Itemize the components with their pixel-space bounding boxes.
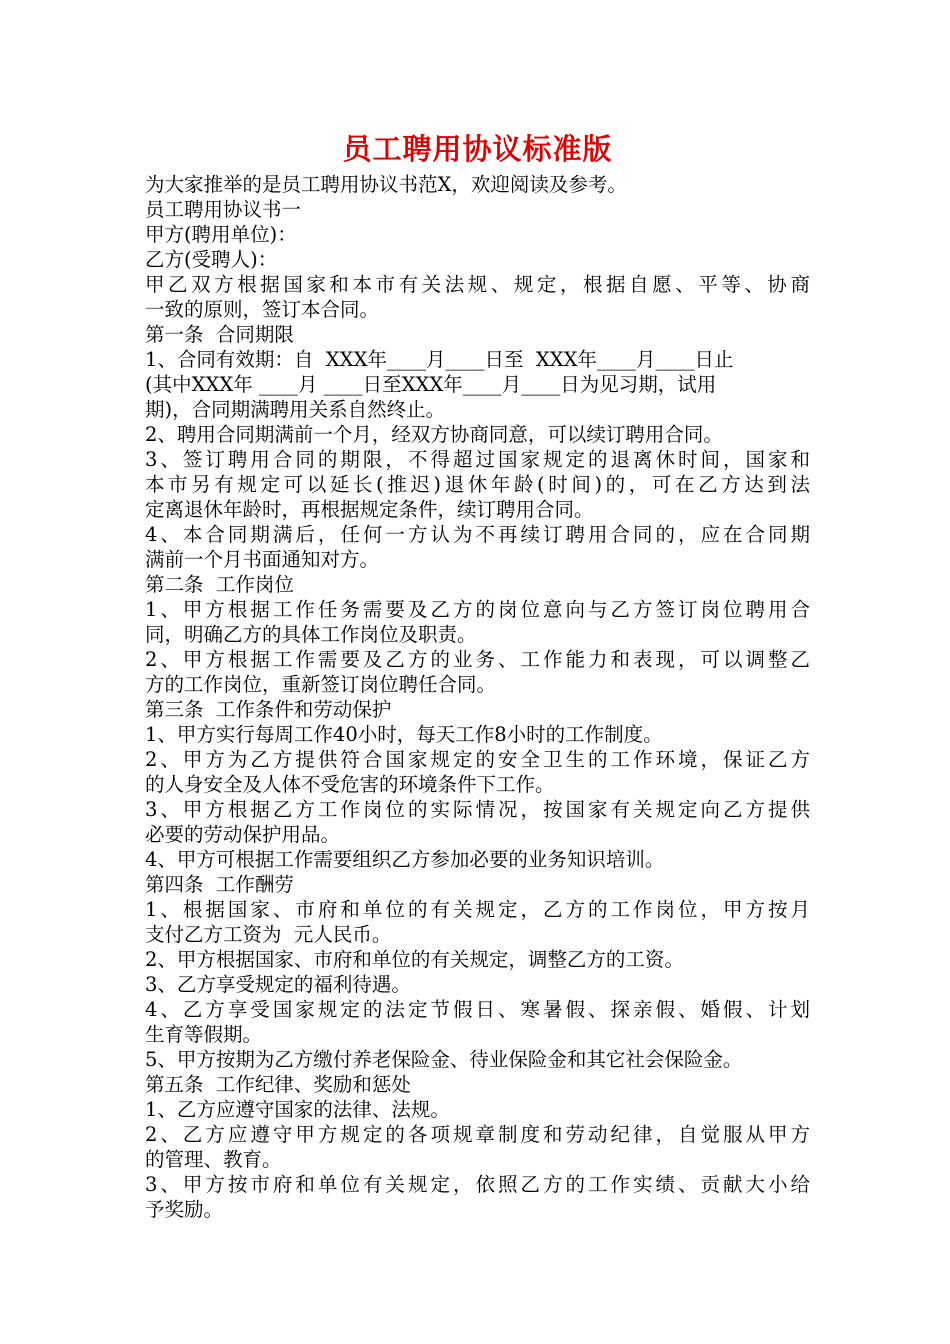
document-line: (其中XXX年 ____月 ____日至XXX年____月____日为见习期，试用	[145, 373, 717, 396]
document-line: 的人身安全及人体不受危害的环境条件下工作。	[145, 773, 555, 796]
document-line: 2、甲方根据国家、市府和单位的有关规定，调整乙方的工资。	[145, 948, 684, 971]
document-line: 第二条 工作岗位	[145, 573, 294, 596]
document-line: 第三条 工作条件和劳动保护	[145, 698, 392, 721]
document-line: 的管理、教育。	[145, 1148, 282, 1171]
document-line: 2、甲方根据工作需要及乙方的业务、工作能力和表现，可以调整乙	[145, 648, 810, 671]
document-line: 3、甲方根据乙方工作岗位的实际情况，按国家有关规定向乙方提供	[145, 798, 810, 821]
document-line: 生育等假期。	[145, 1023, 263, 1046]
document-line: 4、甲方可根据工作需要组织乙方参加必要的业务知识培训。	[145, 848, 665, 871]
document-line: 1、合同有效期：自 XXX年____月____日至 XXX年____月____日止	[145, 348, 734, 371]
document-title: 员工聘用协议标准版	[342, 132, 613, 166]
document-line: 乙方(受聘人)：	[145, 248, 278, 271]
document-line: 1、根据国家、市府和单位的有关规定，乙方的工作岗位，甲方按月	[145, 898, 810, 921]
document-line: 甲方(聘用单位)：	[145, 223, 297, 246]
document-line: 甲乙双方根据国家和本市有关法规、规定，根据自愿、平等、协商	[145, 273, 810, 296]
document-line: 员工聘用协议书一	[145, 198, 302, 221]
document-line: 3、乙方享受规定的福利待遇。	[145, 973, 411, 996]
document-line: 本市另有规定可以延长(推迟)退休年龄(时间)的，可在乙方达到法	[145, 473, 810, 496]
document-line: 定离退休年龄时，再根据规定条件，续订聘用合同。	[145, 498, 594, 521]
document-page	[145, 128, 810, 1222]
document-line: 为大家推举的是员工聘用协议书范X，欢迎阅读及参考。	[145, 173, 627, 196]
document-line: 期)，合同期满聘用关系自然终止。	[145, 398, 446, 421]
document-line: 方的工作岗位，重新签订岗位聘任合同。	[145, 673, 497, 696]
document-line: 5、甲方按期为乙方缴付养老保险金、待业保险金和其它社会保险金。	[145, 1048, 743, 1071]
document-line: 第四条 工作酬劳	[145, 873, 294, 896]
document-line: 1、乙方应遵守国家的法律、法规。	[145, 1098, 450, 1121]
document-line: 1、甲方根据工作任务需要及乙方的岗位意向与乙方签订岗位聘用合	[145, 598, 810, 621]
document-line: 一致的原则，签订本合同。	[145, 298, 380, 321]
document-line: 2、乙方应遵守甲方规定的各项规章制度和劳动纪律，自觉服从甲方	[145, 1123, 810, 1146]
document-body	[145, 172, 810, 1222]
document-line: 4、乙方享受国家规定的法定节假日、寒暑假、探亲假、婚假、计划	[145, 998, 810, 1021]
document-line: 支付乙方工资为 元人民币。	[145, 923, 392, 946]
document-line: 3、签订聘用合同的期限，不得超过国家规定的退离休时间，国家和	[145, 448, 810, 471]
document-line: 满前一个月书面通知对方。	[145, 548, 380, 571]
document-line: 予奖励。	[145, 1198, 224, 1221]
document-line: 2、甲方为乙方提供符合国家规定的安全卫生的工作环境，保证乙方	[145, 748, 810, 771]
document-line: 第五条 工作纪律、奖励和惩处	[145, 1073, 411, 1096]
document-line: 4、本合同期满后，任何一方认为不再续订聘用合同的，应在合同期	[145, 523, 810, 546]
document-line: 2、聘用合同期满前一个月，经双方协商同意，可以续订聘用合同。	[145, 423, 723, 446]
document-line: 同，明确乙方的具体工作岗位及职责。	[145, 623, 477, 646]
document-line: 3、甲方按市府和单位有关规定，依照乙方的工作实绩、贡献大小给	[145, 1173, 810, 1196]
document-line: 1、甲方实行每周工作40小时，每天工作8小时的工作制度。	[145, 723, 663, 746]
document-line: 第一条 合同期限	[145, 323, 294, 346]
document-line: 必要的劳动保护用品。	[145, 823, 341, 846]
